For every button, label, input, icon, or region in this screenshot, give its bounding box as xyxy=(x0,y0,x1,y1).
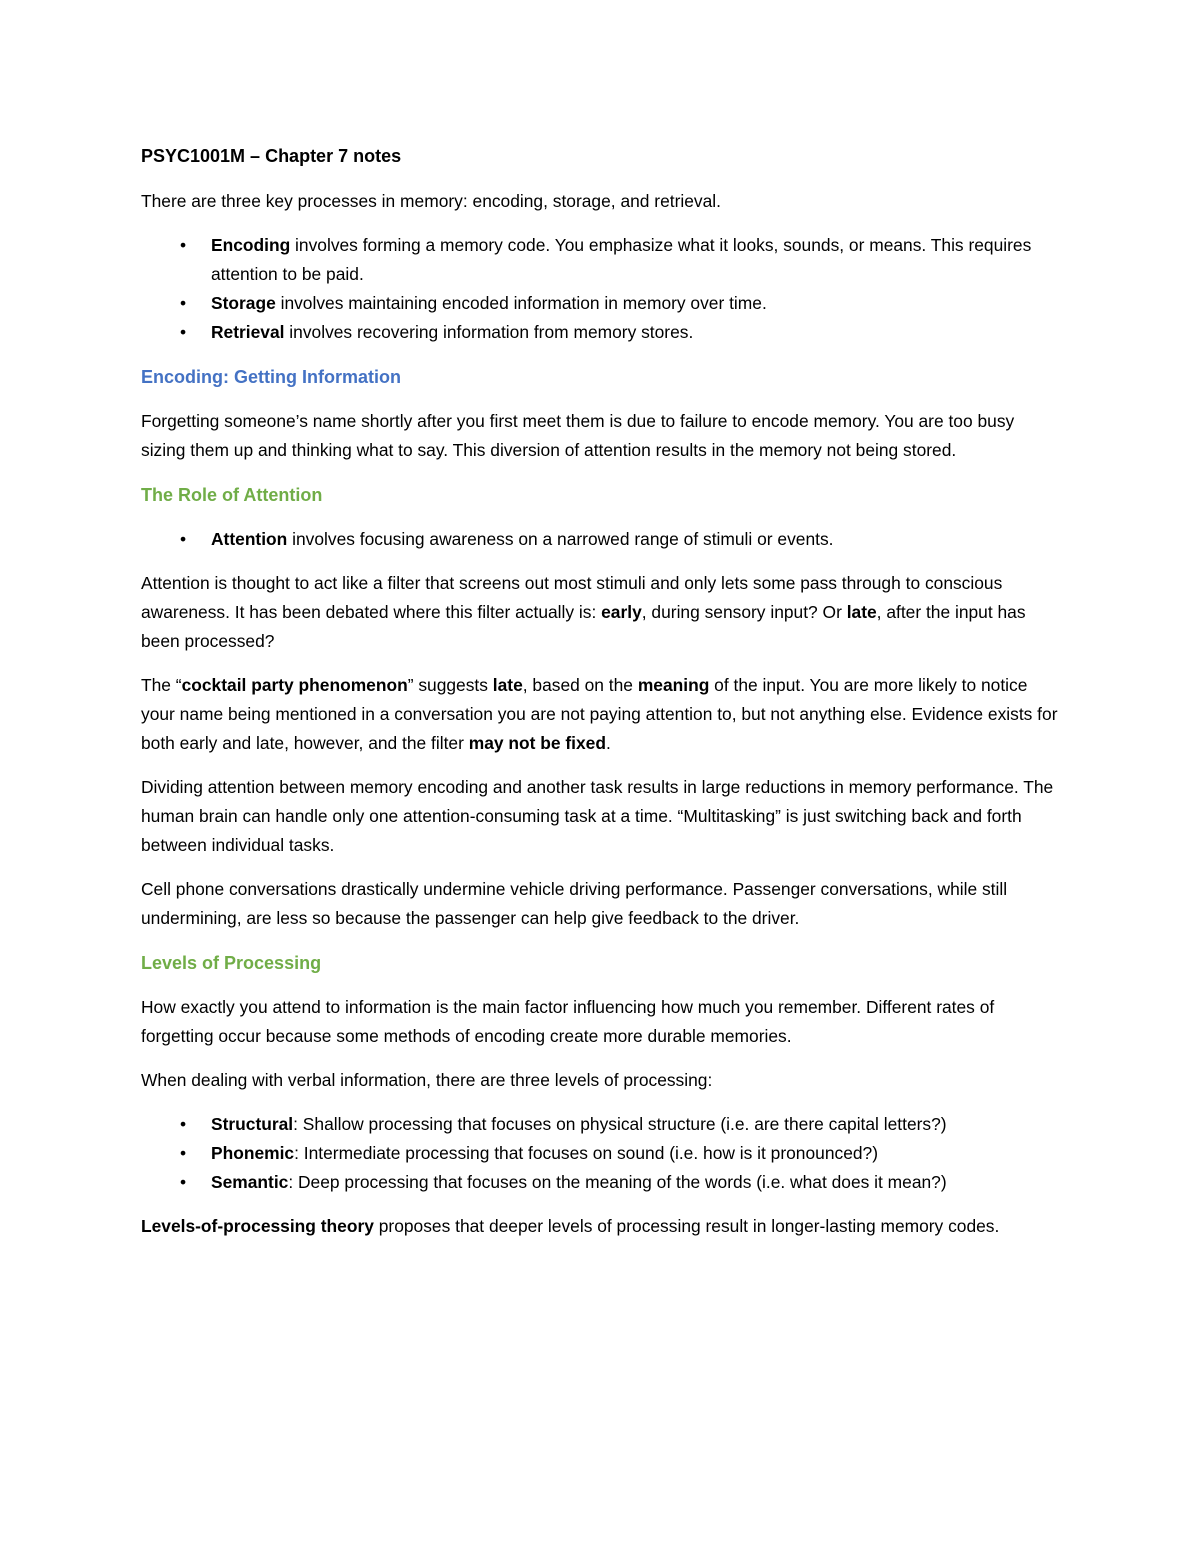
levels-list xyxy=(141,1110,1061,1197)
bullet-icon: • xyxy=(179,1114,187,1134)
list-item xyxy=(141,525,1061,554)
text-run: , after the input has been processed? xyxy=(141,602,1026,651)
page-title: PSYC1001M – Chapter 7 notes xyxy=(141,146,402,166)
document-body xyxy=(141,141,1061,1256)
text-run: proposes that deeper levels of processing result in longer-lasting memory codes. xyxy=(373,1216,1000,1236)
item-text: : Intermediate processing that focuses on sound (i.e. how is it pronounced?) xyxy=(294,1143,878,1163)
verbal-paragraph: When dealing with verbal information, there are three levels of processing: xyxy=(141,1070,713,1090)
list-item xyxy=(141,231,1061,289)
item-text: : Deep processing that focuses on the meaning of the words (i.e. what does it mean?) xyxy=(288,1172,947,1192)
term-attention: Attention xyxy=(211,529,288,549)
theory-paragraph xyxy=(141,1212,1061,1241)
text-run: , during sensory input? Or xyxy=(641,602,847,622)
text-run: of the input. You are more likely to notice your name being mentioned in a conversation you are not paying attention to, but not anything else. Evidence exists for both early and late, however, and the filter xyxy=(141,675,1058,753)
term-cocktail-party: cocktail party phenomenon xyxy=(181,675,408,695)
list-item xyxy=(141,1168,1061,1197)
item-text: involves recovering information from memory stores. xyxy=(284,322,694,342)
term-meaning: meaning xyxy=(637,675,710,695)
term-encoding: Encoding xyxy=(211,235,291,255)
heading-levels: Levels of Processing xyxy=(141,953,322,973)
list-item xyxy=(141,318,1061,347)
item-text: : Shallow processing that focuses on physical structure (i.e. are there capital letters?) xyxy=(293,1114,947,1134)
cellphone-paragraph: Cell phone conversations drastically undermine vehicle driving performance. Passenger conversations, while still undermining, are less so because the passenger can help give feedback to the driver. xyxy=(141,879,1008,928)
intro-paragraph: There are three key processes in memory: encoding, storage, and retrieval. xyxy=(141,191,721,211)
list-item xyxy=(141,1139,1061,1168)
bullet-icon: • xyxy=(179,235,187,255)
list-item xyxy=(141,1110,1061,1139)
bullet-icon: • xyxy=(179,293,187,313)
bullet-icon: • xyxy=(179,1172,187,1192)
item-text: involves maintaining encoded information in memory over time. xyxy=(275,293,767,313)
text-run: ” suggests xyxy=(407,675,493,695)
term-structural: Structural xyxy=(211,1114,294,1134)
bullet-icon: • xyxy=(179,1143,187,1163)
term-phonemic: Phonemic xyxy=(211,1143,295,1163)
bullet-icon: • xyxy=(179,529,187,549)
cocktail-paragraph xyxy=(141,671,1061,758)
term-semantic: Semantic xyxy=(211,1172,289,1192)
list-item xyxy=(141,289,1061,318)
filter-paragraph xyxy=(141,569,1061,656)
heading-encoding: Encoding: Getting Information xyxy=(141,367,401,387)
item-text: involves focusing awareness on a narrowed range of stimuli or events. xyxy=(287,529,834,549)
dividing-paragraph: Dividing attention between memory encoding and another task results in large reductions in memory performance. The human brain can handle only one attention-consuming task at a time. “Multitasking” is just switching back and forth between individual tasks. xyxy=(141,777,1054,855)
term-late: late xyxy=(846,602,877,622)
bullet-icon: • xyxy=(179,322,187,342)
encoding-paragraph: Forgetting someone’s name shortly after you first meet them is due to failure to encode memory. You are too busy sizing them up and thinking what to say. This diversion of attention results in the memory not being stored. xyxy=(141,411,1015,460)
levels-paragraph: How exactly you attend to information is the main factor influencing how much you remember. Different rates of forgetting occur because some methods of encoding create more durable memories. xyxy=(141,997,995,1046)
term-retrieval: Retrieval xyxy=(211,322,285,342)
text-run: Attention is thought to act like a filter that screens out most stimuli and only lets some pass through to conscious awareness. It has been debated where this filter actually is: xyxy=(141,573,1003,622)
term-not-fixed: may not be fixed xyxy=(468,733,606,753)
term-late: late xyxy=(492,675,523,695)
item-text: involves forming a memory code. You emphasize what it looks, sounds, or means. This requires attention to be paid. xyxy=(211,235,1032,284)
term-early: early xyxy=(601,602,642,622)
text-run: The “ xyxy=(141,675,182,695)
text-run: . xyxy=(605,733,611,753)
term-levels-theory: Levels-of-processing theory xyxy=(141,1216,374,1236)
processes-list xyxy=(141,231,1061,347)
attention-list xyxy=(141,525,1061,554)
text-run: , based on the xyxy=(522,675,638,695)
heading-attention: The Role of Attention xyxy=(141,485,323,505)
term-storage: Storage xyxy=(211,293,276,313)
